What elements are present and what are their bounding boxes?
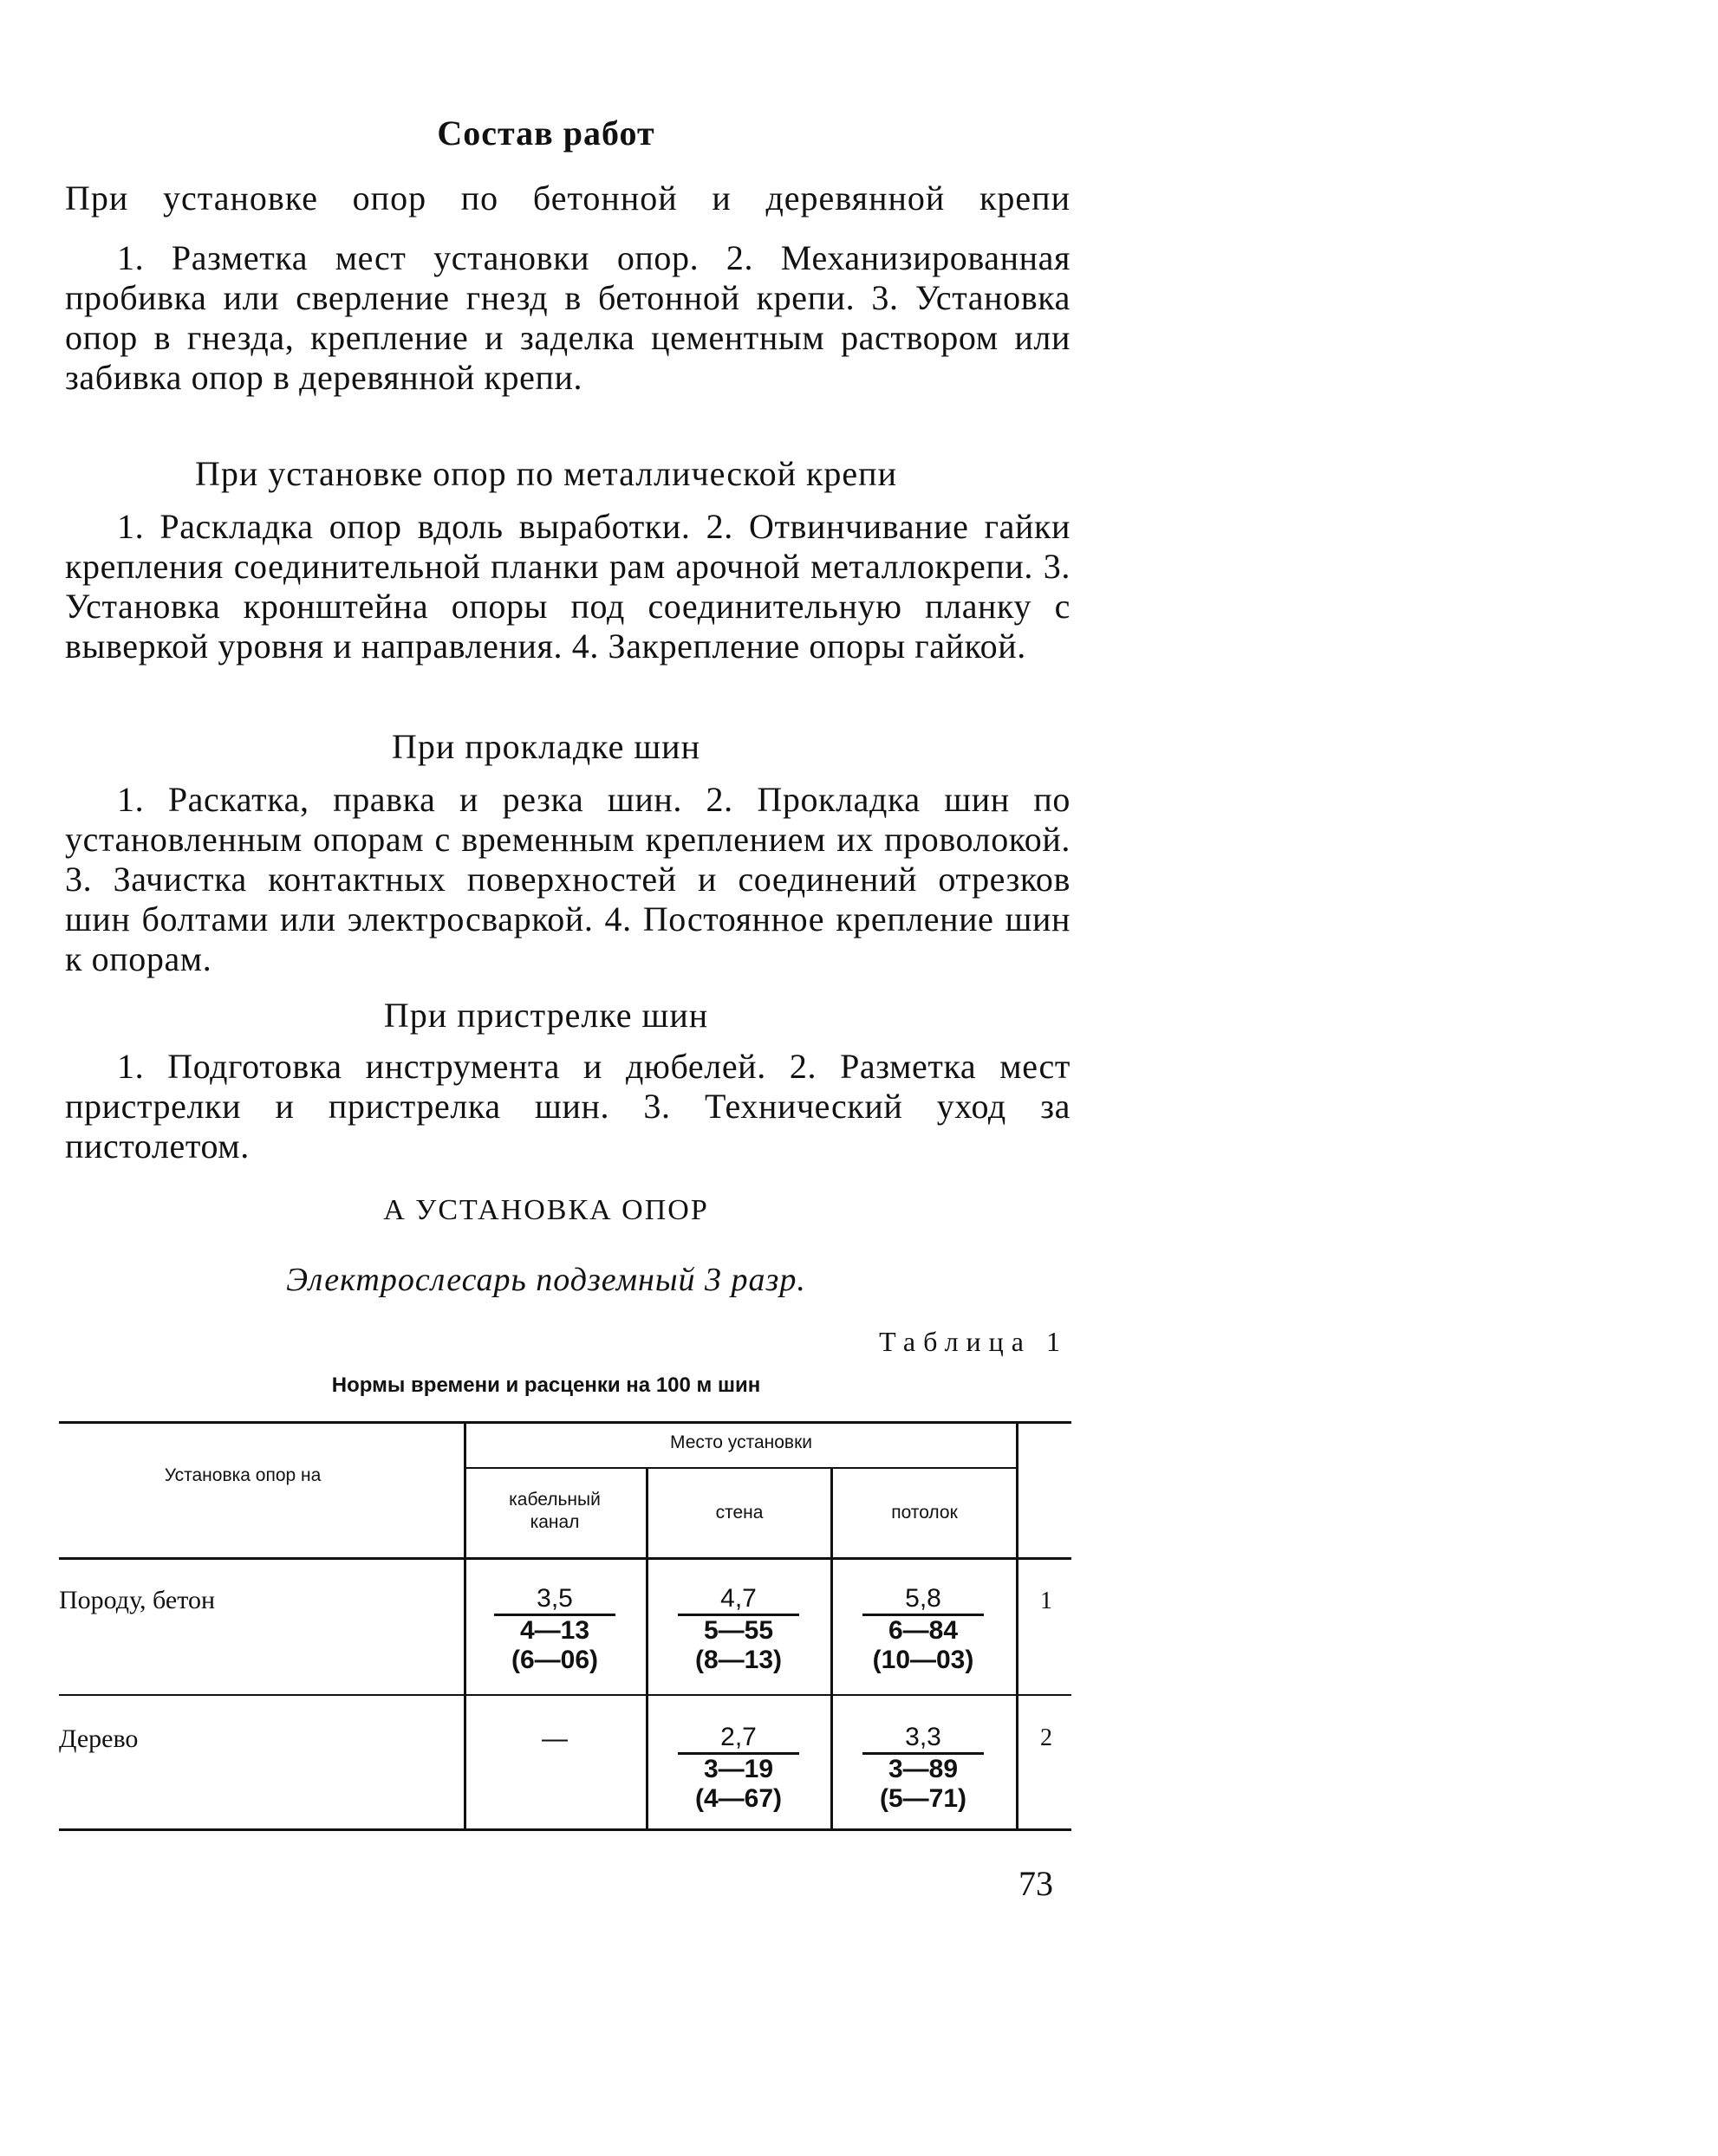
cell-wood-ceiling bbox=[836, 1723, 1010, 1814]
cell-rate-alt: (4—67) bbox=[694, 1784, 783, 1813]
row-number-1: 1 bbox=[1040, 1588, 1052, 1614]
cell-rock-concrete-wall bbox=[652, 1584, 825, 1675]
section-heading-1: При установке опор по бетонной и деревянной крепи bbox=[65, 179, 1070, 218]
cell-time: 5,8 bbox=[905, 1584, 941, 1613]
cell-rock-concrete-cable-channel bbox=[468, 1584, 641, 1675]
table-label: Таблица 1 bbox=[879, 1326, 1068, 1357]
worker-line: Электрослесарь подземный 3 разр. bbox=[286, 1262, 806, 1298]
section-heading-3: При прокладке шин bbox=[391, 727, 700, 766]
row-header: Установка опор на bbox=[164, 1465, 322, 1485]
cell-wood-cable-channel-dash: — bbox=[542, 1724, 568, 1753]
cell-rock-concrete-ceiling bbox=[836, 1584, 1010, 1675]
cell-time: 3,3 bbox=[905, 1723, 941, 1751]
table-bottom-rule bbox=[59, 1828, 1071, 1831]
section-text-4: 1. Подготовка инструмента и дюбелей. 2. Разметка мест пристрелки и пристрелка шин. 3. Технический уход за пистолетом. bbox=[65, 1047, 1070, 1166]
table-row-rule bbox=[59, 1694, 1071, 1696]
section-text-1: 1. Разметка мест установки опор. 2. Механизированная пробивка или сверление гнезд в бетонной крепи. 3. Установка опор в гнезда, крепление и заделка цементным раствором или забивка опор в деревянной крепи. bbox=[65, 238, 1070, 397]
cell-rate-alt: (6—06) bbox=[511, 1646, 599, 1674]
column-header-cable-channel: кабельный канал bbox=[509, 1490, 601, 1532]
cell-rate: 3—19 bbox=[678, 1752, 799, 1784]
section-text-2: 1. Раскладка опор вдоль выработки. 2. Отвинчивание гайки крепления соединительной планки рам арочной металлокрепи. 3. Установка кронштейна опоры под соединительную планку с выверкой уровня и направления. 4. Закрепление опоры гайкой. bbox=[65, 507, 1070, 666]
table-header-rule bbox=[59, 1557, 1071, 1560]
group-header: Место установки bbox=[670, 1432, 812, 1452]
cell-rate-alt: (5—71) bbox=[879, 1784, 967, 1813]
row-label-wood: Дерево bbox=[59, 1724, 139, 1753]
table-col-divider-4 bbox=[1016, 1421, 1018, 1830]
section-text-3: 1. Раскатка, правка и резка шин. 2. Прокладка шин по установленным опорам с временным креплением их проволокой. 3. Зачистка контактных поверхностей и соединений отрезков шин болтами или электросваркой. 4. Постоянное крепление шин к опорам. bbox=[65, 780, 1070, 978]
row-label-rock-concrete: Породу, бетон bbox=[59, 1586, 216, 1614]
table-col-divider-1 bbox=[464, 1421, 466, 1830]
cell-rate-alt: (8—13) bbox=[694, 1646, 783, 1674]
composition-title: Состав работ bbox=[437, 114, 655, 153]
page-number: 73 bbox=[1018, 1864, 1053, 1903]
section-heading-2: При установке опор по металлической крепи bbox=[195, 454, 897, 493]
cell-time: 3,5 bbox=[537, 1584, 573, 1613]
table-caption: Нормы времени и расценки на 100 м шин bbox=[331, 1373, 761, 1397]
row-number-2: 2 bbox=[1040, 1724, 1052, 1751]
cell-wood-wall bbox=[652, 1723, 825, 1814]
table-top-rule bbox=[59, 1421, 1071, 1424]
table-group-rule bbox=[464, 1467, 1018, 1469]
column-header-ceiling: потолок bbox=[891, 1503, 958, 1523]
cell-rate: 5—55 bbox=[678, 1614, 799, 1646]
column-header-wall: стена bbox=[715, 1503, 764, 1523]
cell-rate: 6—84 bbox=[862, 1614, 984, 1646]
cell-rate-alt: (10—03) bbox=[872, 1646, 974, 1674]
section-heading-4: При пристрелке шин bbox=[383, 996, 709, 1035]
cell-time: 4,7 bbox=[720, 1584, 757, 1613]
cell-rate: 3—89 bbox=[862, 1752, 984, 1784]
cell-rate: 4—13 bbox=[494, 1614, 615, 1646]
cell-time: 2,7 bbox=[720, 1723, 757, 1751]
part-title: А УСТАНОВКА ОПОР bbox=[383, 1194, 709, 1226]
